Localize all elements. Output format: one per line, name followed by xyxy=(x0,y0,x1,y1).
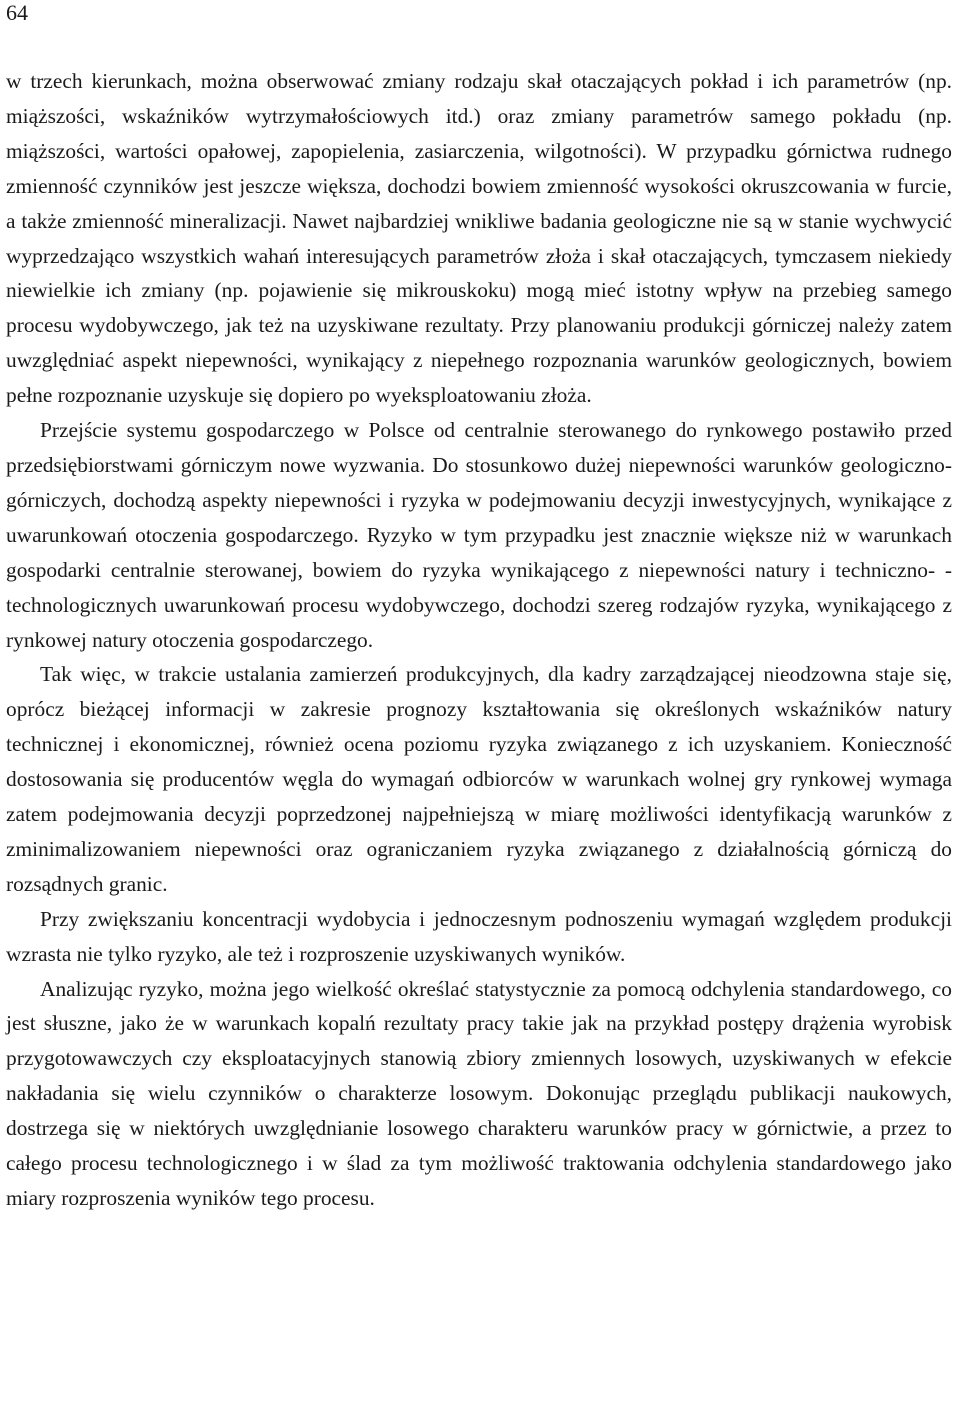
paragraph-2: Przejście systemu gospodarczego w Polsce od centralnie sterowanego do rynkowego postawiło przed przedsiębiorstwami górniczym nowe wyzwania. Do stosunkowo dużej niepewności warunków geologiczno-górniczych, dochodzą aspekty niepewności i ryzyka w podejmowaniu decyzji inwestycyjnych, wynikające z uwarunkowań otoczenia gospodarczego. Ryzyko w tym przypadku jest znacznie większe niż w warunkach gospodarki centralnie sterowanej, bowiem do ryzyka wynikającego z niepewności natury i techniczno- -technologicznych uwarunkowań procesu wydobywczego, dochodzi szereg rodzajów ryzyka, wynikającego z rynkowej natury otoczenia gospodarczego. xyxy=(6,418,952,652)
body-text xyxy=(6,64,952,1216)
page-number: 64 xyxy=(6,0,28,25)
paragraph-5: Analizując ryzyko, można jego wielkość określać statystycznie za pomocą odchylenia standardowego, co jest słuszne, jako że w warunkach kopalń rezultaty pracy takie jak na przykład postępy drążenia wyrobisk przygotowawczych czy eksploatacyjnych stanowią zbiory zmiennych losowych, uzyskiwanych w efekcie nakładania się wielu czynników o charakterze losowym. Dokonując przeglądu publikacji naukowych, dostrzega się w niektórych uwzględnianie losowego charakteru warunków pracy w górnictwie, a przez to całego procesu technologicznego i w ślad za tym możliwość traktowania odchylenia standardowego jako miary rozproszenia wyników tego procesu. xyxy=(6,976,952,1210)
paragraph-4: Przy zwiększaniu koncentracji wydobycia i jednoczesnym podnoszeniu wymagań względem produkcji wzrasta nie tylko ryzyko, ale też i rozproszenie uzyskiwanych wyników. xyxy=(6,906,952,966)
paragraph-1: w trzech kierunkach, można obserwować zmiany rodzaju skał otaczających pokład i ich parametrów (np. miąższości, wskaźników wytrzymałościowych itd.) oraz zmiany parametrów samego pokładu (np. miąższości, wartości opałowej, zapopielenia, zasiarczenia, wilgotności). W przypadku górnictwa rudnego zmienność czynników jest jeszcze większa, dochodzi bowiem zmienność wysokości okruszcowania w furcie, a także zmienność mineralizacji. Nawet najbardziej wnikliwe badania geologiczne nie są w stanie wychwycić wyprzedzająco wszystkich wahań interesujących parametrów złoża i skał otaczających, tymczasem niekiedy niewielkie ich zmiany (np. pojawienie się mikrouskoku) mogą mieć istotny wpływ na przebieg samego procesu wydobywczego, jak też na uzyskiwane rezultaty. Przy planowaniu produkcji górniczej należy zatem uwzględniać aspekt niepewności, wynikający z niepełnego rozpoznania warunków geologicznych, bowiem pełne rozpoznanie uzyskuje się dopiero po wyeksploatowaniu złoża. xyxy=(6,69,952,408)
paragraph-3: Tak więc, w trakcie ustalania zamierzeń produkcyjnych, dla kadry zarządzającej nieodzowna staje się, oprócz bieżącej informacji w zakresie prognozy kształtowania się określonych wskaźników natury technicznej i ekonomicznej, również ocena poziomu ryzyka związanego z ich uzyskaniem. Konieczność dostosowania się producentów węgla do wymagań odbiorców w warunkach wolnej gry rynkowej wymaga zatem podejmowania decyzji poprzedzonej najpełniejszą w miarę możliwości identyfikacją warunków z zminimalizowaniem niepewności oraz ograniczaniem ryzyka związanego z działalnością górniczą do rozsądnych granic. xyxy=(6,662,952,896)
